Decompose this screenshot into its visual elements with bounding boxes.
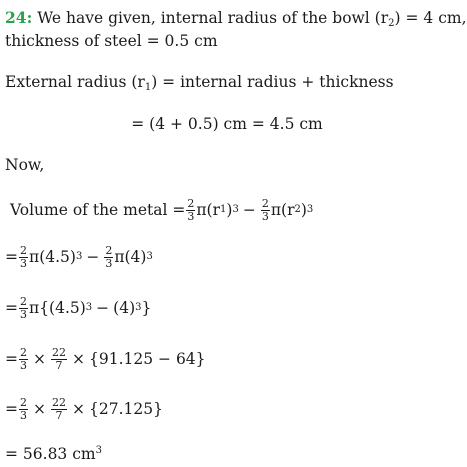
r-open: (r [206, 201, 221, 219]
term-4: (4) [113, 299, 136, 317]
step-3 [5, 339, 206, 379]
times-sign: × [33, 350, 46, 368]
fraction-two-thirds: $\frac{2}{3}$ [261, 196, 269, 223]
volume-label: Volume of the metal = [10, 201, 186, 219]
term-4: (4) [124, 248, 147, 266]
equals-sign: = [5, 299, 18, 317]
minus-sign: − [96, 299, 110, 317]
r-open: (r [281, 201, 295, 219]
external-radius-value: = (4 + 0.5) cm = 4.5 cm [131, 115, 323, 133]
bracket-difference: {91.125 − 64} [89, 350, 206, 368]
times-sign: × [72, 350, 85, 368]
term-4-5: (4.5) [39, 248, 76, 266]
minus-sign: − [242, 201, 256, 219]
step-2: = $\frac{2}{3}$ π {(4.5) 3 − (4) 3 } [5, 294, 152, 321]
fraction-twenty-two-sevenths: $\frac{22}{7}$ [52, 345, 66, 372]
external-radius-label: External radius (r [5, 73, 145, 91]
intro-text: We have given, internal radius of the bowl (r [32, 9, 389, 27]
intro-text-end: ) = 4 cm, [394, 9, 467, 27]
result-cube-unit: 3 [95, 445, 102, 456]
fraction-twenty-two-sevenths: $\frac{22}{7}$ [52, 395, 66, 422]
pi-symbol: π [196, 201, 207, 219]
intro-line-1 [5, 8, 467, 28]
brace-close: } [141, 299, 152, 317]
r1-subscript: 1 [144, 82, 152, 93]
fraction-two-thirds: $\frac{2}{3}$ [20, 395, 27, 422]
step-4 [5, 389, 163, 429]
times-sign: × [33, 400, 46, 418]
fraction-two-thirds: $\frac{2}{3}$ [20, 243, 27, 270]
final-result [5, 444, 102, 464]
equals-sign: = [5, 350, 18, 368]
external-radius-line [5, 72, 394, 92]
times-sign: × [72, 400, 85, 418]
pi-symbol: π [270, 201, 282, 219]
minus-sign: − [86, 248, 100, 266]
external-radius-definition: ) = internal radius + thickness [151, 73, 394, 91]
r2-subscript: 2 [388, 18, 395, 29]
fraction-two-thirds: $\frac{2}{3}$ [187, 196, 195, 223]
intro-line-2: thickness of steel = 0.5 cm [5, 32, 218, 50]
term-4-5: {(4.5) [39, 299, 86, 317]
fraction-two-thirds: $\frac{2}{3}$ [105, 243, 113, 270]
equals-sign: = [5, 400, 18, 418]
pi-symbol: π [29, 248, 40, 266]
equals-sign: = [5, 248, 18, 266]
fraction-two-thirds: $\frac{2}{3}$ [20, 294, 27, 321]
paren-close: ) [226, 201, 233, 219]
question-number: 24: [5, 8, 33, 27]
fraction-two-thirds: $\frac{2}{3}$ [20, 345, 27, 372]
step-1: = $\frac{2}{3}$ π (4.5) 3 − $\frac{2}{3}$ π (4) 3 [5, 243, 153, 270]
bracket-value: {27.125} [89, 400, 163, 418]
now-label: Now, [5, 156, 45, 174]
result-value: = 56.83 cm [5, 445, 96, 463]
volume-equation: Volume of the metal = $\frac{2}{3}$ π (r 1 ) 3 − $\frac{2}{3}$ π (r 2 ) 3 [10, 196, 314, 223]
pi-symbol: π [114, 248, 125, 266]
pi-symbol: π [29, 299, 40, 317]
paren-close: ) [300, 201, 307, 219]
